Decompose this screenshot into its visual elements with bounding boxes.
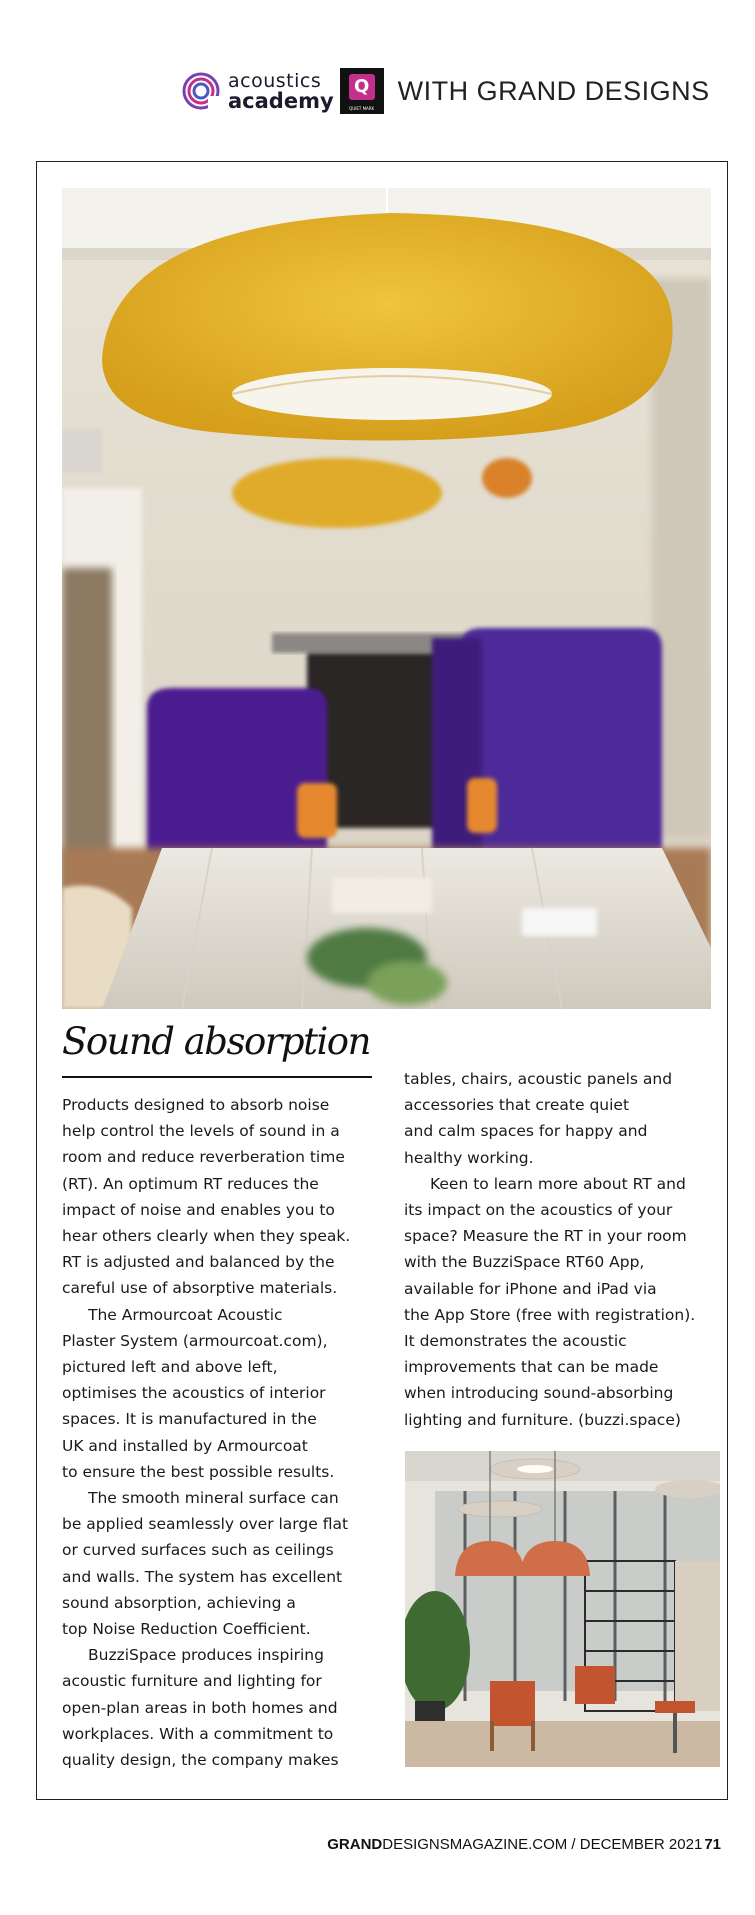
paragraph: tables, chairs, acoustic panels and accessories that create quiet and calm spaces for happy and healthy working. — [404, 1070, 673, 1167]
with-grand-designs: WITH GRAND DESIGNS — [397, 75, 710, 106]
brand-wordmark — [228, 71, 334, 111]
quiet-mark-badge — [340, 68, 384, 114]
paragraph: Keen to learn more about RT and its impact on the acoustics of your space? Measure the RT in your room with the BuzziSpace RT60 App, available for iPhone and iPad via the App Store (free with registration). It demonstrates the acoustic improvements that can be made when introducing sound-absorbing lighting and furniture. (buzzi.space) — [404, 1174, 696, 1429]
paragraph: Products designed to absorb noise help control the levels of sound in a room and reduce reverberation time (RT). An optimum RT reduces the impact of noise and enables you to hear others clearly when they speak. RT is adjusted and balanced by the careful use of absorptive materials. — [62, 1096, 351, 1298]
quiet-mark-letter: Q — [349, 74, 375, 100]
brand-line1: acoustics — [228, 70, 322, 92]
quiet-mark-caption: QUIET MARK — [349, 106, 375, 111]
footer-brand: GRAND — [327, 1836, 383, 1853]
acoustics-academy-logo-icon — [180, 70, 222, 112]
left-column — [62, 1092, 384, 1773]
right-column — [404, 1066, 724, 1433]
header — [180, 66, 710, 116]
heading-underline — [62, 1076, 372, 1078]
paragraph: The Armourcoat Acoustic Plaster System (armourcoat.com), pictured left and above left, optimises the acoustics of interior spaces. It is manufactured in the UK and installed by Armourcoat to ensure the best possible results. — [62, 1305, 335, 1481]
paragraph: The smooth mineral surface can be applied seamlessly over large flat or curved surfaces such as ceilings and walls. The system has excellent sound absorption, achieving a top Noise Reduction Coefficient. — [62, 1489, 349, 1639]
main-photo — [62, 188, 711, 1009]
article-heading: Sound absorption — [62, 1020, 370, 1063]
page-number: 71 — [704, 1836, 721, 1853]
page-footer — [327, 1836, 721, 1853]
paragraph: BuzziSpace produces inspiring acoustic furniture and lighting for open-plan areas in both homes and workplaces. With a commitment to quality design, the company makes — [62, 1646, 339, 1770]
office-photo — [405, 1451, 720, 1767]
brand-line2: academy — [228, 89, 334, 113]
footer-site: DESIGNSMAGAZINE.COM / DECEMBER 2021 — [382, 1836, 703, 1853]
